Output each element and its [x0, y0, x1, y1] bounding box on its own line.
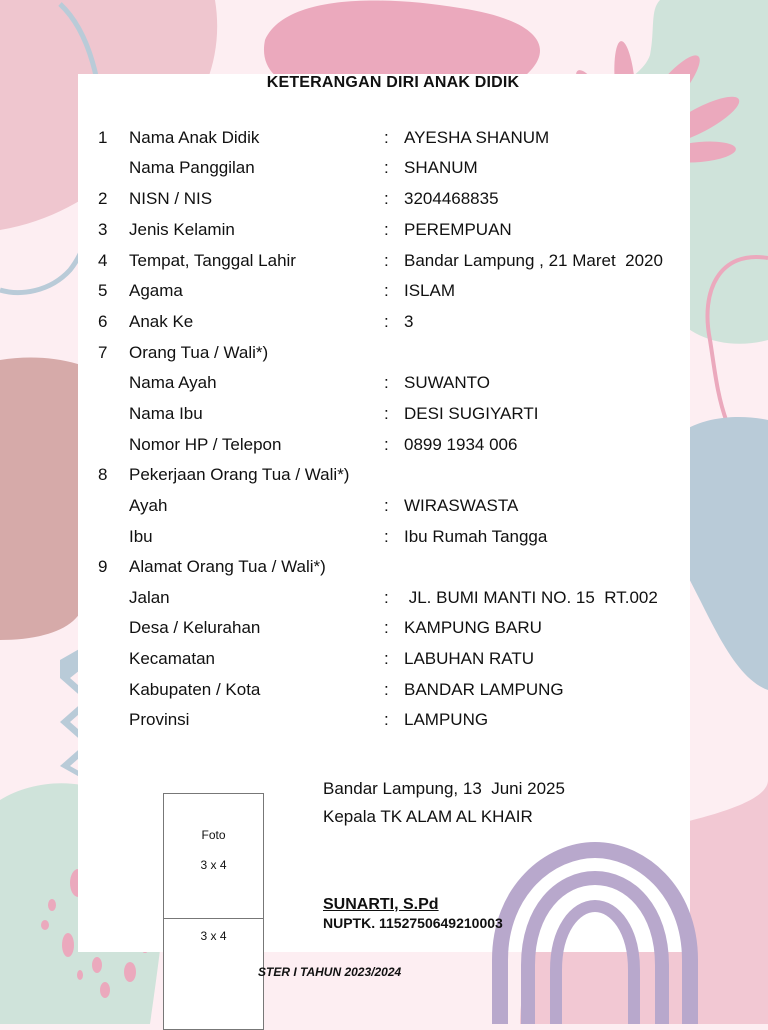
row-value: AYESHA SHANUM: [404, 128, 550, 147]
table-row: [0, 465, 768, 491]
table-row: [0, 435, 768, 461]
row-label: Agama: [129, 281, 183, 300]
row-colon: :: [384, 373, 389, 392]
row-number: 1: [98, 128, 108, 147]
row-label: Jalan: [129, 588, 170, 607]
row-label: Kabupaten / Kota: [129, 680, 261, 699]
row-value: LABUHAN RATU: [404, 649, 535, 668]
row-number: 6: [98, 312, 108, 331]
row-colon: :: [384, 496, 389, 515]
row-value: SUWANTO: [404, 373, 490, 392]
photo-size-2: 3 x 4: [200, 929, 227, 943]
signature-name: SUNARTI, S.Pd: [323, 896, 439, 913]
row-value: SHANUM: [404, 158, 478, 177]
row-colon: :: [384, 527, 389, 546]
row-label: Tempat, Tanggal Lahir: [129, 251, 296, 270]
signature-position: Kepala TK ALAM AL KHAIR: [323, 807, 533, 826]
row-number: 2: [98, 189, 108, 208]
row-value: WIRASWASTA: [404, 496, 519, 515]
row-label: NISN / NIS: [129, 189, 213, 208]
table-row: [0, 680, 768, 706]
row-label: Nama Panggilan: [129, 158, 255, 177]
table-row: [0, 343, 768, 369]
row-colon: :: [384, 588, 389, 607]
photo-box-2: [163, 918, 264, 1030]
row-label: Ibu: [129, 527, 153, 546]
table-row: [0, 281, 768, 307]
row-label: Nomor HP / Telepon: [129, 435, 282, 454]
row-number: 3: [98, 220, 108, 239]
row-label: Ayah: [129, 496, 168, 515]
table-row: [0, 251, 768, 277]
row-colon: :: [384, 680, 389, 699]
document-title: KETERANGAN DIRI ANAK DIDIK: [266, 74, 520, 91]
row-value: 3204468835: [404, 189, 499, 208]
row-colon: :: [384, 251, 389, 270]
row-label: Orang Tua / Wali*): [129, 343, 269, 362]
row-number: 8: [98, 465, 108, 484]
row-colon: :: [384, 404, 389, 423]
signature-place-date: Bandar Lampung, 13 Juni 2025: [323, 779, 565, 798]
row-number: 5: [98, 281, 108, 300]
table-row: [0, 710, 768, 736]
photo-size: 3 x 4: [200, 858, 227, 872]
row-value: KAMPUNG BARU: [404, 618, 542, 637]
table-row: [0, 404, 768, 430]
table-row: [0, 649, 768, 675]
row-label: Jenis Kelamin: [129, 220, 235, 239]
row-colon: :: [384, 189, 389, 208]
table-row: [0, 128, 768, 154]
row-label: Nama Ayah: [129, 373, 217, 392]
row-label: Alamat Orang Tua / Wali*): [129, 557, 326, 576]
row-colon: :: [384, 618, 389, 637]
table-row: [0, 618, 768, 644]
table-row: [0, 312, 768, 338]
row-value: LAMPUNG: [404, 710, 489, 729]
row-number: 7: [98, 343, 108, 362]
table-row: [0, 158, 768, 184]
row-colon: :: [384, 128, 389, 147]
footer-semester: STER I TAHUN 2023/2024: [258, 965, 402, 979]
row-value: ISLAM: [404, 281, 456, 300]
row-colon: :: [384, 158, 389, 177]
row-value: JL. BUMI MANTI NO. 15 RT.002: [404, 588, 658, 607]
row-value: DESI SUGIYARTI: [404, 404, 539, 423]
row-value: PEREMPUAN: [404, 220, 512, 239]
table-row: [0, 220, 768, 246]
row-colon: :: [384, 649, 389, 668]
row-value: Bandar Lampung , 21 Maret 2020: [404, 251, 663, 270]
row-label: Anak Ke: [129, 312, 194, 331]
table-row: [0, 557, 768, 583]
row-label: Desa / Kelurahan: [129, 618, 261, 637]
row-number: 9: [98, 557, 108, 576]
row-colon: :: [384, 312, 389, 331]
row-number: 4: [98, 251, 108, 270]
row-label: Nama Anak Didik: [129, 128, 260, 147]
photo-label: Foto: [201, 828, 226, 842]
row-label: Pekerjaan Orang Tua / Wali*): [129, 465, 350, 484]
row-colon: :: [384, 281, 389, 300]
row-value: 0899 1934 006: [404, 435, 518, 454]
row-colon: :: [384, 710, 389, 729]
table-row: [0, 496, 768, 522]
table-row: [0, 527, 768, 553]
row-label: Kecamatan: [129, 649, 215, 668]
table-row: [0, 588, 768, 614]
row-value: 3: [404, 312, 414, 331]
photo-box: [163, 793, 264, 920]
row-value: BANDAR LAMPUNG: [404, 680, 564, 699]
row-label: Provinsi: [129, 710, 190, 729]
row-colon: :: [384, 435, 389, 454]
row-value: Ibu Rumah Tangga: [404, 527, 548, 546]
signature-id-number: NUPTK. 1152750649210003: [323, 915, 503, 931]
table-row: [0, 189, 768, 215]
row-label: Nama Ibu: [129, 404, 203, 423]
table-row: [0, 373, 768, 399]
row-colon: :: [384, 220, 389, 239]
